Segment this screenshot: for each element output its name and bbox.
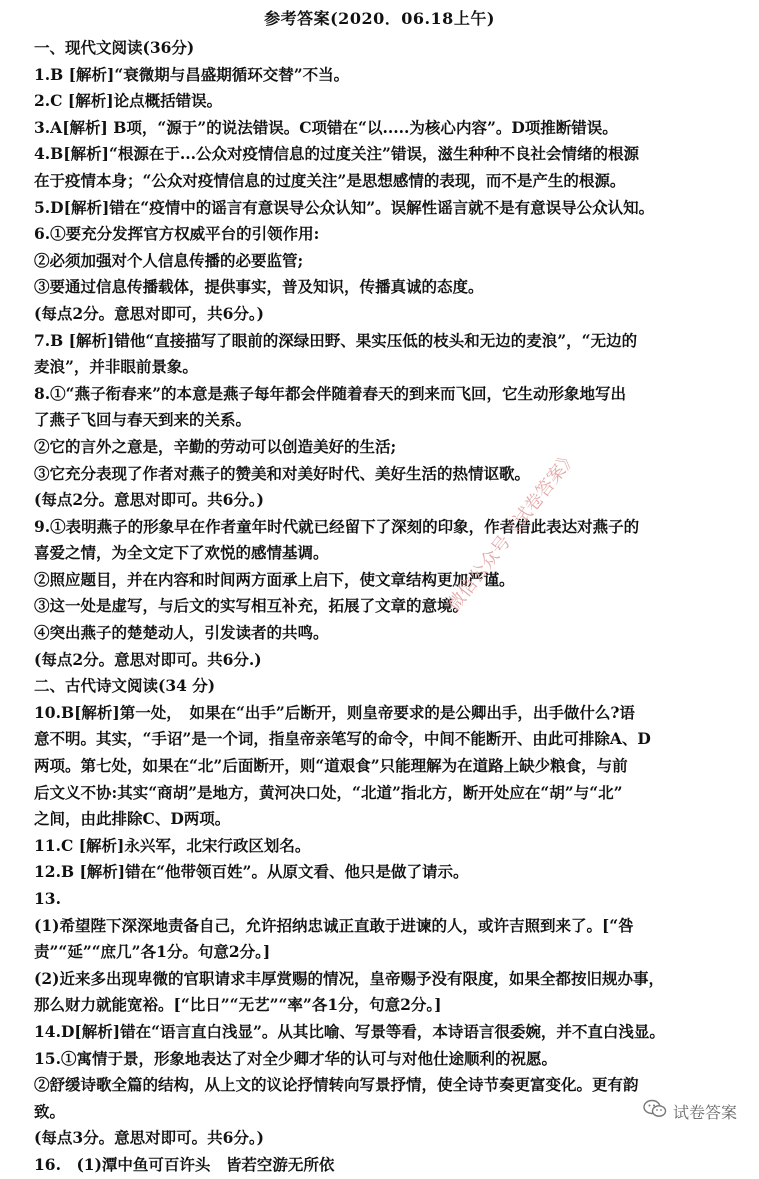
watermark-text: 微信公众号《试卷答案》 — [443, 446, 582, 616]
answer-line: 8.①“燕子衔春来”的本意是燕子每年都会伴随着春天的到来而飞回，它生动形象地写出 — [34, 383, 627, 403]
wechat-icon — [643, 1099, 667, 1123]
answer-line: 5.D[解析]错在“疫情中的谣言有意误导公众认知”。误解性谣言就不是有意误导公众认知。 — [34, 197, 655, 217]
answer-line: 责”“延”“庶几”各1分。句意2分。] — [34, 942, 271, 962]
answer-line: (1)希望陛下深深地责备自己，允许招纳忠诚正直敢于进谏的人，或许吉照到来了。[“咎 — [34, 915, 634, 935]
answer-text — [34, 35, 740, 1179]
answer-line: 麦浪”，并非眼前景象。 — [34, 357, 198, 377]
answer-line: 14.D[解析]错在“语言直白浅显”。从其比喻、写景等看，本诗语言很委婉，并不直白浅显。 — [34, 1021, 665, 1041]
answer-line: 意不明。其实，“手诏”是一个词，指皇帝亲笔写的命令，中间不能断开、由此可排除A、D — [34, 729, 651, 749]
answer-line: 13. — [34, 889, 61, 908]
answer-line: (每点2分。意思对即可。共6分.) — [34, 649, 262, 669]
answer-line: 之间，由此排除C、D两项。 — [34, 809, 231, 829]
answer-line: 了燕子飞回与春天到来的关系。 — [34, 410, 252, 430]
answer-line: ③要通过信息传播载体，提供事实，普及知识，传播真诚的态度。 — [34, 277, 484, 297]
answer-line: 9.①表明燕子的形象早在作者童年时代就已经留下了深刻的印象，作者借此表达对燕子的 — [34, 516, 640, 536]
answer-line: ④突出燕子的楚楚动人，引发读者的共鸣。 — [34, 623, 329, 643]
brand-label: 试卷答案 — [672, 1102, 737, 1122]
answer-line: ②必须加强对个人信息传播的必要监管; — [34, 250, 304, 270]
answer-line: ③这一处是虚写，与后文的实写相互补充，拓展了文章的意境。 — [34, 596, 469, 616]
answer-line: 7.B [解析]错他“直接描写了眼前的深绿田野、果实压低的枝头和无边的麦浪”，“无边的 — [34, 330, 638, 350]
brand-badge — [643, 1099, 737, 1123]
answer-line: 两项。第七处，如果在“北”后面断开，则“道艰食”只能理解为在道路上缺少粮食，与前 — [34, 756, 628, 776]
answer-line: ③它充分表现了作者对燕子的赞美和对美好时代、美好生活的热情讴歌。 — [34, 463, 531, 483]
answer-line: 11.C [解析]永兴军，北宋行政区划名。 — [34, 835, 311, 855]
answer-line: 3.A[解析] B项，“源于”的说法错误。C项错在“以.....为核心内容”。D项推断错误。 — [34, 117, 618, 137]
answer-line: (每点3分。意思对即可。共6分。) — [34, 1128, 264, 1148]
section-heading: 一、现代文阅读(36分) — [34, 38, 195, 57]
answer-line: 致。 — [34, 1101, 66, 1121]
answer-line: ②照应题目，并在内容和时间两方面承上启下，使文章结构更加严谨。 — [34, 569, 515, 589]
answer-line: 1.B [解析]“衰微期与昌盛期循环交替”不当。 — [34, 64, 350, 84]
answer-line: 10.B[解析]第一处， 如果在“出手”后断开，则皇帝要求的是公卿出手，出手做什么?语 — [34, 702, 635, 722]
section-heading: 二、古代诗文阅读(34 分) — [34, 676, 216, 696]
answer-line: ②舒缓诗歌全篇的结构，从上文的议论抒情转向写景抒情，使全诗节奏更富变化。更有韵 — [34, 1075, 639, 1095]
answer-line: 在于疫情本身；“公众对疫情信息的过度关注”是思想感情的表现，而不是产生的根源。 — [34, 170, 626, 190]
answer-line: 16. (1)潭中鱼可百许头 皆若空游无所依 — [34, 1154, 335, 1174]
page-title: 参考答案(2020．06.18上午) — [264, 9, 495, 28]
answer-line: 15.①寓情于景，形象地表达了对全少卿才华的认可与对他仕途顺利的祝愿。 — [34, 1048, 557, 1068]
answer-line: 那么财力就能宽裕。[“比日”“无艺”“率”各1分，句意2分。] — [34, 995, 442, 1015]
answer-line: (每点2分。意思对即可，共6分。) — [34, 303, 264, 323]
answer-line: (每点2分。意思对即可。共6分。) — [34, 490, 264, 510]
answer-line: 4.B[解析]“根源在于...公众对疫情信息的过度关注”错误，滋生种种不良社会情绪的根源 — [34, 144, 639, 164]
answer-line: 喜爱之情，为全文定下了欢悦的感情基调。 — [34, 543, 329, 563]
answer-line: 后文义不协:其实“商胡”是地方，黄河决口处，“北道”指北方，断开处应在“胡”与“北” — [34, 782, 623, 802]
answer-line: ②它的言外之意是，辛勤的劳动可以创造美好的生活; — [34, 436, 397, 456]
answer-line: (2)近来多出现卑微的官职请求丰厚赏赐的情况，皇帝赐予没有限度，如果全都按旧规办事， — [34, 968, 664, 988]
answer-line: 2.C [解析]论点概括错误。 — [34, 91, 223, 111]
answer-line: 12.B [解析]错在“他带领百姓”。从原文看、他只是做了请示。 — [34, 862, 469, 882]
answer-line: 6.①要充分发挥官方权威平台的引领作用: — [34, 224, 320, 244]
